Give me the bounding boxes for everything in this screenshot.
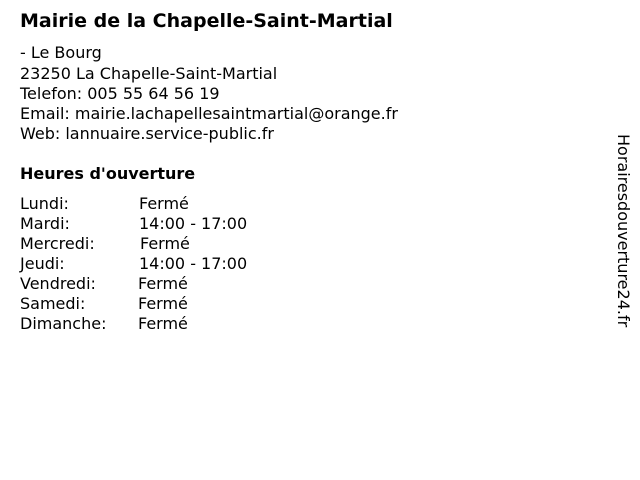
day-label: Jeudi: xyxy=(20,254,65,273)
hours-row-mardi xyxy=(20,214,420,234)
email-line: Email: mairie.lachapellesaintmartial@orange.fr xyxy=(20,104,398,123)
hours-row-mercredi xyxy=(20,234,420,254)
day-hours: Fermé xyxy=(138,274,188,293)
address-street: - Le Bourg xyxy=(20,43,102,62)
day-hours: Fermé xyxy=(138,294,188,313)
site-watermark xyxy=(611,134,635,374)
day-hours: Fermé xyxy=(139,194,189,213)
hours-row-samedi xyxy=(20,294,420,314)
day-hours: Fermé xyxy=(138,314,188,333)
hours-row-dimanche xyxy=(20,314,420,334)
day-hours: Fermé xyxy=(140,234,190,253)
day-hours: 14:00 - 17:00 xyxy=(139,254,248,273)
day-label: Samedi: xyxy=(20,294,86,313)
opening-hours-heading: Heures d'ouverture xyxy=(20,164,196,183)
office-title: Mairie de la Chapelle-Saint-Martial xyxy=(20,10,393,32)
day-label: Dimanche: xyxy=(20,314,107,333)
hours-row-jeudi xyxy=(20,254,420,274)
day-label: Mercredi: xyxy=(20,234,95,253)
watermark-text: Horairesdouverture24.fr xyxy=(614,134,633,328)
web-line: Web: lannuaire.service-public.fr xyxy=(20,124,274,143)
day-label: Vendredi: xyxy=(20,274,96,293)
address-city: 23250 La Chapelle-Saint-Martial xyxy=(20,64,278,83)
day-label: Lundi: xyxy=(20,194,69,213)
phone-line: Telefon: 005 55 64 56 19 xyxy=(20,84,220,103)
day-hours: 14:00 - 17:00 xyxy=(139,214,248,233)
day-label: Mardi: xyxy=(20,214,70,233)
hours-row-lundi xyxy=(20,194,420,214)
hours-row-vendredi xyxy=(20,274,420,294)
